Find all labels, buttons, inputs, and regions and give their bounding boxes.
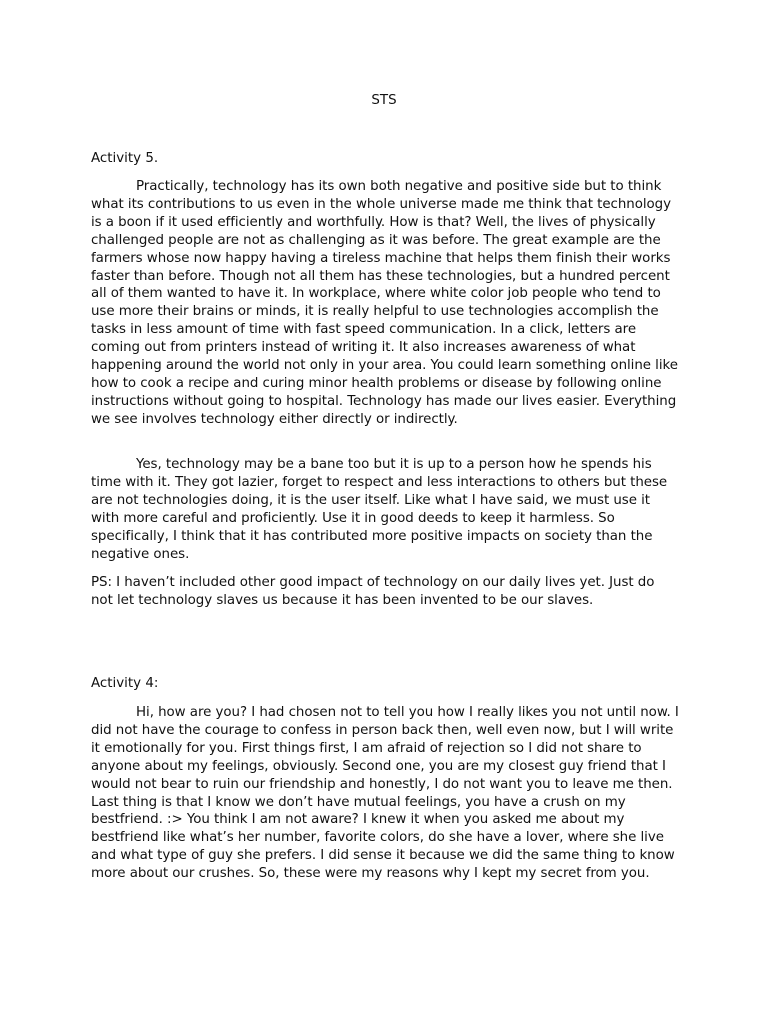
activity-4-heading: Activity 4:	[91, 676, 159, 691]
activity-5-paragraph-1: Practically, technology has its own both negative and positive side but to think what its contributions to us even in the whole universe made me think that technology is a boon if it used efficiently and worthfully. How is that? Well, the lives of physically challenged people are not as challenging as it was before. The great example are the farmers whose now happy having a tireless machine that helps them finish their works faster than before. Though not all them has these technologies, but a hundred percent all of them wanted to have it. In workplace, where white color job people who tend to use more their brains or minds, it is really helpful to use technologies accomplish the tasks in less amount of time with fast speed communication. In a click, letters are coming out from printers instead of writing it. It also increases awareness of what happening around the world not only in your area. You could learn something online like how to cook a recipe and curing minor health problems or disease by following online instructions without going to hospital. Technology has made our lives easier. Everything we see involves technology either directly or indirectly.	[91, 179, 678, 427]
activity-5-postscript: PS: I haven’t included other good impact of technology on our daily lives yet. Just do not let technology slaves us because it has been invented to be our slaves.	[91, 575, 655, 608]
activity-4-paragraph-1: Hi, how are you? I had chosen not to tell you how I really likes you not until now. I did not have the courage to confess in person back then, well even now, but I will write it emotionally for you. First things first, I am afraid of rejection so I did not share to anyone about my feelings, obviously. Second one, you are my closest guy friend that I would not bear to ruin our friendship and honestly, I do not want you to leave me then. Last thing is that I know we don’t have mutual feelings, you have a crush on my bestfriend. :> You think I am not aware? I knew it when you asked me about my bestfriend like what’s her number, favorite colors, do she have a lover, where she live and what type of guy she prefers. I did sense it because we did the same thing to know more about our crushes. So, these were my reasons why I kept my secret from you.	[91, 705, 679, 882]
document-title: STS	[371, 93, 397, 108]
activity-5-heading: Activity 5.	[91, 151, 159, 166]
activity-5-paragraph-2: Yes, technology may be a bane too but it is up to a person how he spends his time with it. They got lazier, forget to respect and less interactions to others but these are not technologies doing, it is the user itself. Like what I have said, we must use it with more careful and proficiently. Use it in good deeds to keep it harmless. So specifically, I think that it has contributed more positive impacts on society than the negative ones.	[91, 457, 668, 562]
